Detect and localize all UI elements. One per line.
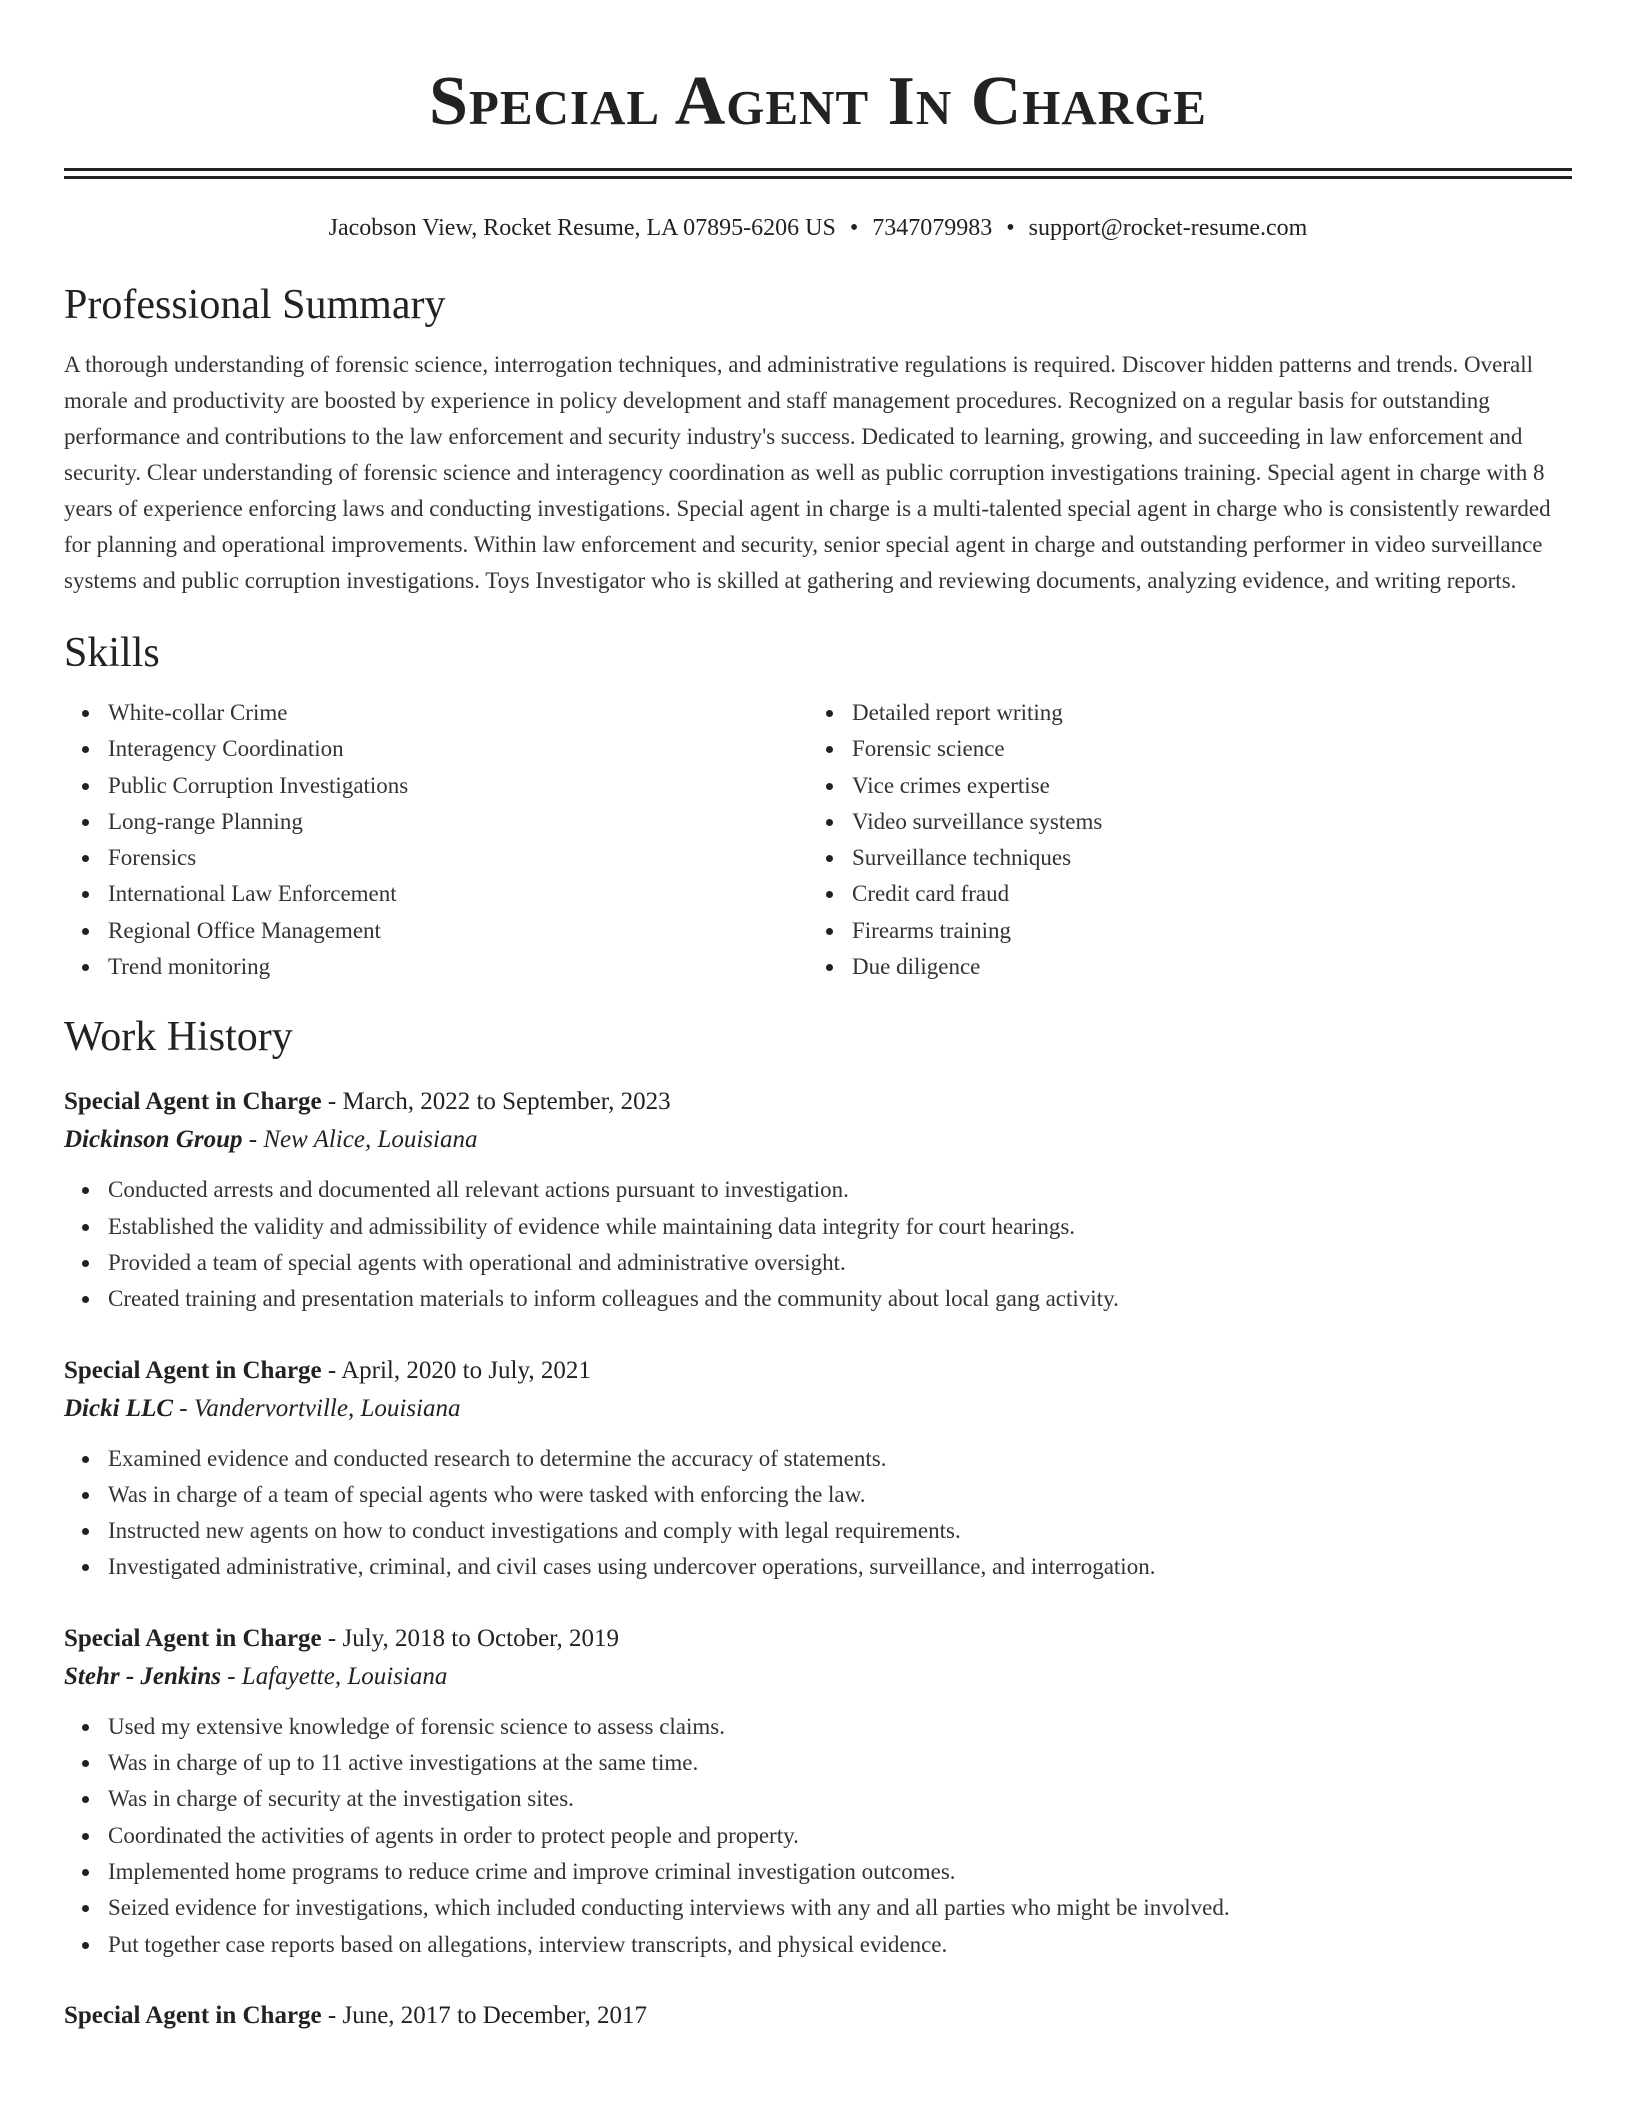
job-dates: - April, 2020 to July, 2021 <box>321 1356 591 1384</box>
company-line <box>64 1121 1572 1159</box>
company-location: - Vandervortville, Louisiana <box>173 1394 461 1422</box>
job-dates: - March, 2022 to September, 2023 <box>321 1088 671 1116</box>
job-bullet: Was in charge of up to 11 active investigations at the same time. <box>108 1745 1572 1781</box>
job-title: Special Agent in Charge <box>64 2001 322 2029</box>
job-entry <box>64 1997 1572 2035</box>
company-name: Dickinson Group <box>64 1126 243 1154</box>
resume-page <box>64 0 1572 2035</box>
job-bullet: Provided a team of special agents with operational and administrative oversight. <box>108 1245 1572 1281</box>
job-bullet: Used my extensive knowledge of forensic science to assess claims. <box>108 1709 1572 1745</box>
skill-item: Surveillance techniques <box>852 840 1552 876</box>
job-entry <box>64 1352 1572 1586</box>
company-name: Dicki LLC <box>64 1394 174 1422</box>
job-bullet: Put together case reports based on allegations, interview transcripts, and physical evidence. <box>108 1927 1572 1963</box>
summary-heading: Professional Summary <box>64 282 446 328</box>
contact-email[interactable]: support@rocket-resume.com <box>1028 215 1308 241</box>
summary-text: A thorough understanding of forensic science, interrogation techniques, and administrative regulations is required. Discover hidden patterns and trends. Overall morale and productivity are boosted by experience in policy development and staff management procedures. Recognized on a regular basis for outstanding performance and contributions to the law enforcement and security industry's success. Dedicated to learning, growing, and succeeding in law enforcement and security. Clear understanding of forensic science and interagency coordination as well as public corruption investigations training. Special agent in charge with 8 years of experience enforcing laws and conducting investigations. Special agent in charge is a multi-talented special agent in charge who is consistently rewarded for planning and operational improvements. Within law enforcement and security, senior special agent in charge and outstanding performer in video surveillance systems and public corruption investigations. Toys Investigator who is skilled at gathering and reviewing documents, analyzing evidence, and writing reports. <box>64 352 1551 593</box>
job-bullet: Created training and presentation materials to inform colleagues and the community about local gang activity. <box>108 1281 1572 1317</box>
company-location: - New Alice, Louisiana <box>242 1126 478 1154</box>
job-dates: - July, 2018 to October, 2019 <box>321 1624 619 1652</box>
company-name: Stehr - Jenkins <box>64 1662 221 1690</box>
skills-list <box>64 695 1572 985</box>
skill-item: Long-range Planning <box>108 804 808 840</box>
job-bullets <box>64 1709 1572 1963</box>
job-bullet: Seized evidence for investigations, which included conducting interviews with any and all parties who might be involved. <box>108 1890 1572 1926</box>
contact-phone: 7347079983 <box>872 215 993 241</box>
skills-column-left <box>64 695 808 985</box>
company-location: - Lafayette, Louisiana <box>220 1662 448 1690</box>
skill-item: White-collar Crime <box>108 695 808 731</box>
skill-item: Trend monitoring <box>108 949 808 985</box>
job-bullet: Was in charge of security at the investigation sites. <box>108 1781 1572 1817</box>
job-bullet: Was in charge of a team of special agents who were tasked with enforcing the law. <box>108 1477 1572 1513</box>
job-title: Special Agent in Charge <box>64 1088 322 1116</box>
skill-item: Video surveillance systems <box>852 804 1552 840</box>
job-bullets <box>64 1172 1572 1317</box>
skills-heading: Skills <box>64 630 160 676</box>
job-title-line <box>64 1997 1572 2035</box>
job-bullet: Examined evidence and conducted research to determine the accuracy of statements. <box>108 1441 1572 1477</box>
skill-item: Due diligence <box>852 949 1552 985</box>
contact-separator: • <box>1006 215 1015 241</box>
job-title-line <box>64 1352 1572 1390</box>
skills-column-right <box>808 695 1552 985</box>
job-bullet: Established the validity and admissibility of evidence while maintaining data integrity for court hearings. <box>108 1209 1572 1245</box>
skill-item: Public Corruption Investigations <box>108 768 808 804</box>
skill-item: Firearms training <box>852 913 1552 949</box>
resume-title: Special Agent In Charge <box>429 63 1207 140</box>
job-entry <box>64 1620 1572 1963</box>
job-title-line <box>64 1620 1572 1658</box>
job-dates: - June, 2017 to December, 2017 <box>321 2001 647 2029</box>
contact-address: Jacobson View, Rocket Resume, LA 07895-6206 US <box>328 215 836 241</box>
skill-item: Forensic science <box>852 731 1552 767</box>
skill-item: Detailed report writing <box>852 695 1552 731</box>
contact-separator: • <box>849 215 859 241</box>
job-entry <box>64 1083 1572 1317</box>
job-bullet: Investigated administrative, criminal, and civil cases using undercover operations, surveillance, and interrogation. <box>108 1549 1572 1585</box>
contact-line <box>64 213 1572 243</box>
skill-item: Interagency Coordination <box>108 731 808 767</box>
company-line <box>64 1390 1572 1428</box>
skill-item: Regional Office Management <box>108 913 808 949</box>
company-line <box>64 1658 1572 1696</box>
job-bullet: Conducted arrests and documented all relevant actions pursuant to investigation. <box>108 1172 1572 1208</box>
work-history-heading: Work History <box>64 1014 293 1061</box>
job-title: Special Agent in Charge <box>64 1356 322 1384</box>
skill-item: International Law Enforcement <box>108 876 808 912</box>
job-bullet: Instructed new agents on how to conduct investigations and comply with legal requirements. <box>108 1513 1572 1549</box>
job-bullets <box>64 1441 1572 1586</box>
skill-item: Vice crimes expertise <box>852 768 1552 804</box>
job-title: Special Agent in Charge <box>64 1624 322 1652</box>
job-bullet: Coordinated the activities of agents in order to protect people and property. <box>108 1818 1572 1854</box>
title-divider <box>64 168 1572 179</box>
skill-item: Credit card fraud <box>852 876 1552 912</box>
job-bullet: Implemented home programs to reduce crime and improve criminal investigation outcomes. <box>108 1854 1572 1890</box>
job-title-line <box>64 1083 1572 1121</box>
skill-item: Forensics <box>108 840 808 876</box>
